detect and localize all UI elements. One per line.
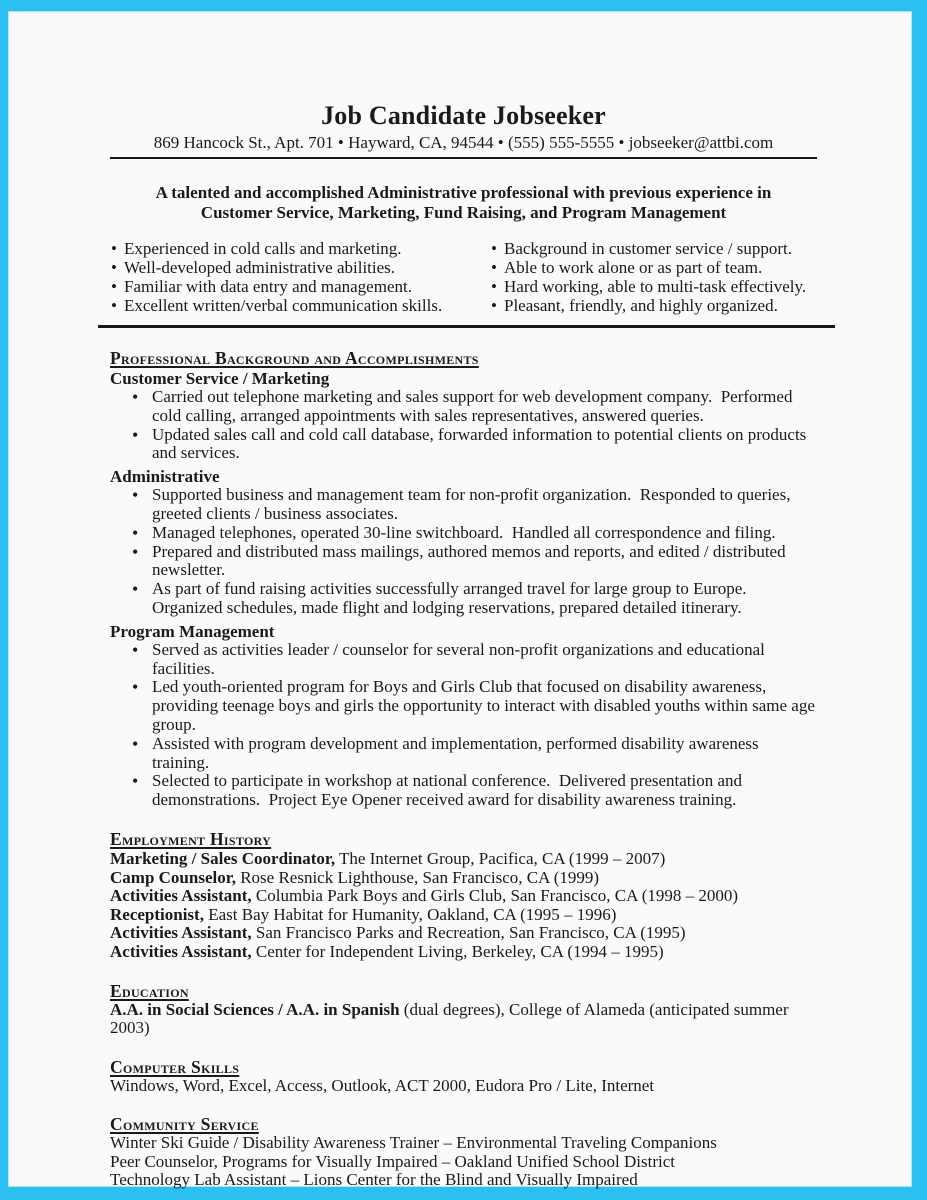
job-entry: Activities Assistant, San Francisco Parks and Recreation, San Francisco, CA (1995) xyxy=(110,923,686,943)
bullet-item: • Selected to participate in workshop at national conference. Delivered presentation and demonstrations. Project Eye Opener received award for disability awareness training. xyxy=(110,772,817,810)
community-service-entry: Technology Lab Assistant – Lions Center for the Blind and Visually Impaired xyxy=(110,1170,638,1190)
bullet-item: • Updated sales call and cold call database, forwarded information to potential clients on products and services. xyxy=(110,426,817,464)
job-entry: Camp Counselor, Rose Resnick Lighthouse, San Francisco, CA (1999) xyxy=(110,867,600,887)
bullet-item: • Supported business and management team for non-profit organization. Responded to queries, greeted clients / business associates. xyxy=(110,486,817,524)
bullet-item: • Led youth-oriented program for Boys and Girls Club that focused on disability awareness, providing teenage boys and girls the opportunity to interact with disabled youths within same age group. xyxy=(110,678,817,734)
highlight-item: • Pleasant, friendly, and highly organized. xyxy=(490,296,817,315)
resume-page xyxy=(8,11,912,1190)
group-title-administrative: Administrative xyxy=(110,467,220,487)
summary-headline xyxy=(110,183,817,222)
group-title-customer-service: Customer Service / Marketing xyxy=(110,369,330,388)
summary-headline-line2: Customer Service, Marketing, Fund Raising, and Program Management xyxy=(200,202,727,222)
section-heading-community-service: Community Service xyxy=(110,1114,259,1135)
employment-section xyxy=(110,829,817,962)
candidate-name: Job Candidate Jobseeker xyxy=(321,101,606,130)
highlight-item: • Well-developed administrative abilities. xyxy=(110,258,490,277)
section-heading-employment: Employment History xyxy=(110,828,272,849)
employment-list xyxy=(110,850,817,962)
professional-section xyxy=(110,348,820,810)
summary-headline-line1: A talented and accomplished Administrative professional with previous experience in xyxy=(155,183,772,202)
computer-skills-section xyxy=(110,1057,817,1096)
education-entry: A.A. in Social Sciences / A.A. in Spanish (dual degrees), College of Alameda (anticipated summer 2003) xyxy=(110,999,793,1038)
highlights-columns xyxy=(110,239,817,315)
group-bullets-administrative xyxy=(110,486,817,618)
bullet-item: • Prepared and distributed mass mailings, authored memos and reports, and edited / distributed newsletter. xyxy=(110,543,817,581)
highlight-item: • Excellent written/verbal communication skills. xyxy=(110,296,490,315)
section-heading-computer-skills: Computer Skills xyxy=(110,1056,240,1077)
header-divider xyxy=(110,157,817,159)
section-heading-professional: Professional Background and Accomplishments xyxy=(110,348,479,368)
community-service-entry: Winter Ski Guide / Disability Awareness Trainer – Environmental Traveling Companions xyxy=(110,1133,717,1153)
job-entry: Activities Assistant, Columbia Park Boys and Girls Club, San Francisco, CA (1998 – 2000) xyxy=(110,886,739,906)
highlight-item: • Hard working, able to multi-task effectively. xyxy=(490,277,817,296)
highlights-right xyxy=(490,239,817,315)
section-heading-education: Education xyxy=(110,980,189,1001)
highlight-item: • Background in customer service / support. xyxy=(490,239,817,258)
highlights-left xyxy=(110,239,490,315)
computer-skills-list: Windows, Word, Excel, Access, Outlook, ACT 2000, Eudora Pro / Lite, Internet xyxy=(110,1075,655,1095)
highlight-item: • Experienced in cold calls and marketing. xyxy=(110,239,490,258)
bullet-item: • Managed telephones, operated 30-line switchboard. Handled all correspondence and filing. xyxy=(110,524,817,543)
job-entry: Marketing / Sales Coordinator, The Internet Group, Pacifica, CA (1999 – 2007) xyxy=(110,848,666,868)
highlight-item: • Familiar with data entry and management. xyxy=(110,277,490,296)
education-section xyxy=(110,981,817,1038)
job-entry: Receptionist, East Bay Habitat for Humanity, Oakland, CA (1995 – 1996) xyxy=(110,904,617,924)
highlight-item: • Able to work alone or as part of team. xyxy=(490,258,817,277)
bullet-item: • Carried out telephone marketing and sales support for web development company. Performed cold calling, arranged appointments with sales representatives, answered queries. xyxy=(110,388,817,426)
group-bullets-program-management xyxy=(110,639,820,810)
job-entry: Activities Assistant, Center for Independent Living, Berkeley, CA (1994 – 1995) xyxy=(110,941,664,961)
contact-line: 869 Hancock St., Apt. 701 • Hayward, CA, 94544 • (555) 555-5555 • jobseeker@attbi.com xyxy=(153,133,774,152)
bullet-item: • Served as activities leader / counselor for several non-profit organizations and educational facilities. xyxy=(110,641,817,679)
community-service-entry: Peer Counselor, Programs for Visually Impaired – Oakland Unified School District xyxy=(110,1151,676,1171)
bullet-item: • Assisted with program development and implementation, performed disability awareness training. xyxy=(110,735,817,773)
resume-content xyxy=(8,11,912,1190)
group-bullets-customer-service xyxy=(110,388,817,463)
bullet-item: • As part of fund raising activities successfully arranged travel for large group to Europe. Organized schedules, made flight and lodging reservations, prepared detailed itinerary. xyxy=(110,580,817,618)
summary-divider xyxy=(98,325,835,328)
group-title-program-management: Program Management xyxy=(110,621,275,641)
community-service-section xyxy=(110,1114,817,1190)
